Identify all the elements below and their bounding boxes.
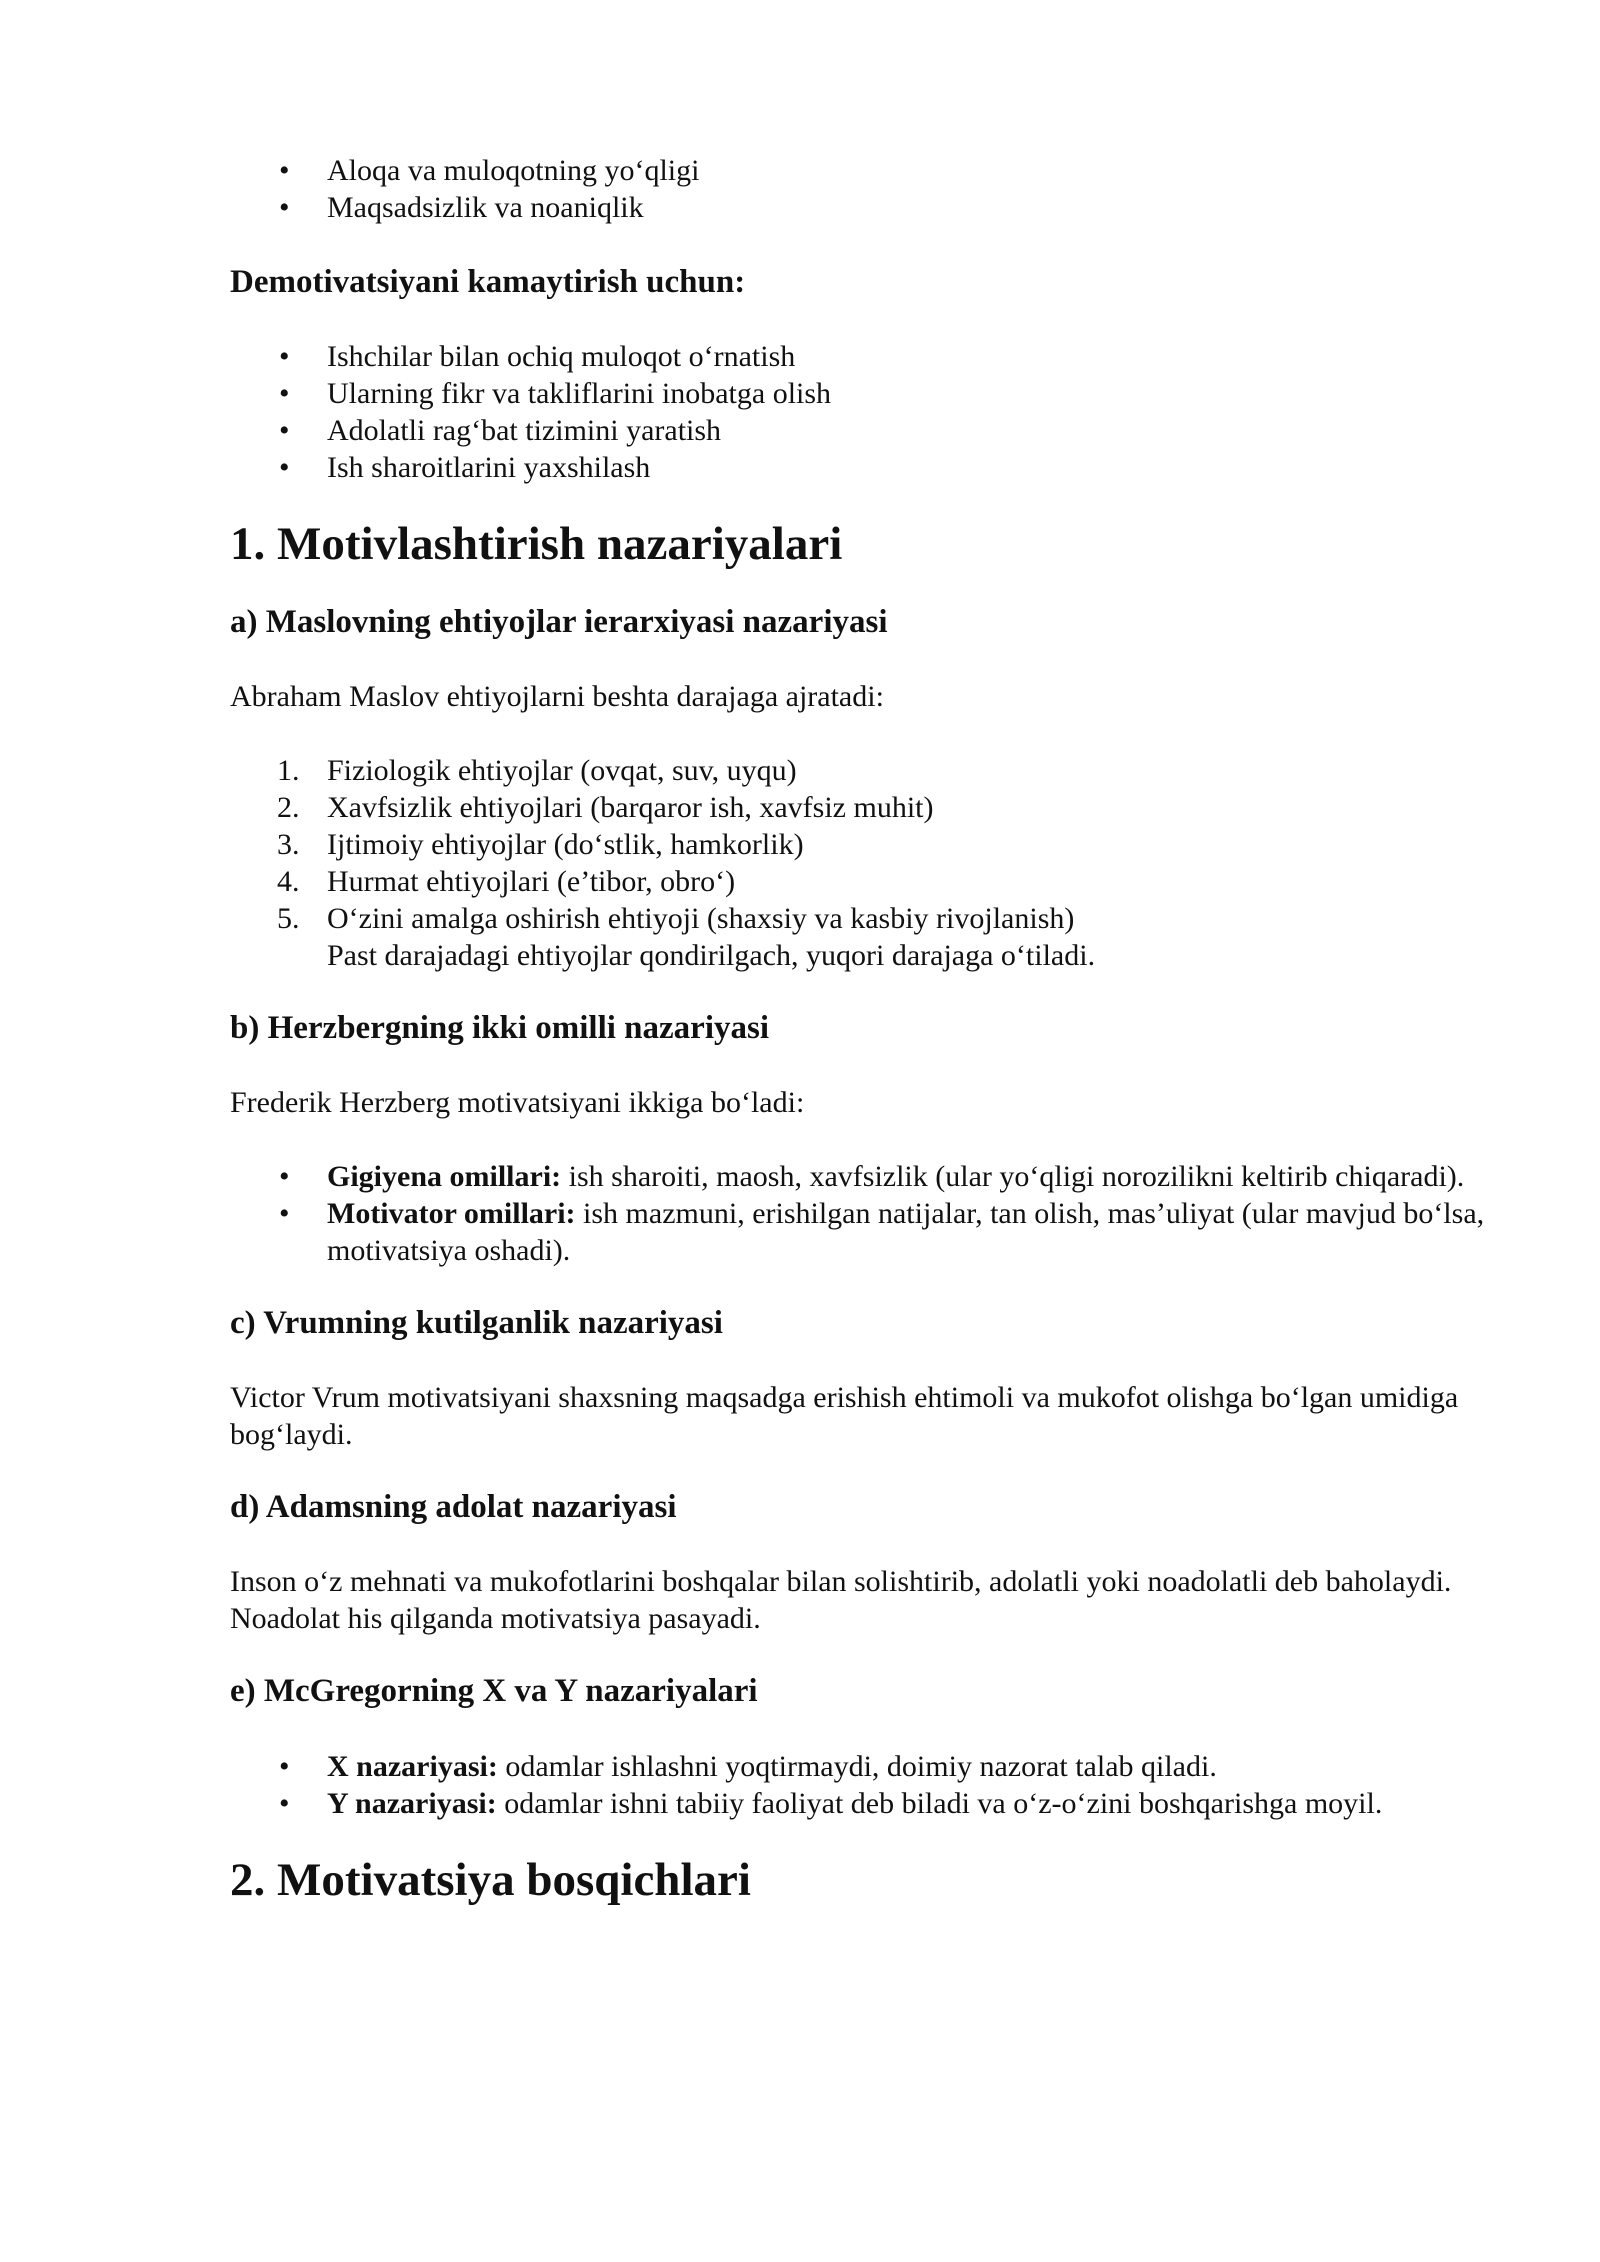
bullet-icon: • [279, 340, 290, 373]
list-item [230, 189, 1500, 226]
list-item [230, 826, 1500, 863]
document-page [230, 150, 1500, 1908]
adams-heading: d) Adamsning adolat nazariyasi [230, 1489, 677, 1525]
bullet-icon: • [279, 377, 290, 410]
vroom-text: Victor Vrum motivatsiyani shaxsning maqsadga erishish ehtimoli va mukofot olishga bo‘lgan umidiga bog‘laydi. [230, 1381, 1459, 1451]
list-item [230, 152, 1500, 189]
section-1-title: 1. Motivlashtirish nazariyalari [230, 518, 843, 570]
bullet-icon: • [279, 451, 290, 484]
bullet-icon: • [279, 1787, 290, 1820]
intro-bullet-list [230, 152, 1500, 226]
maslow-intro: Abraham Maslov ehtiyojlarni beshta darajaga ajratadi: [230, 680, 884, 713]
maslow-note: Past darajadagi ehtiyojlar qondirilgach, yuqori darajaga o‘tiladi. [327, 939, 1096, 972]
list-item [230, 412, 1500, 449]
list-item-text: Adolatli rag‘bat tizimini yaratish [327, 414, 722, 447]
list-item [230, 338, 1500, 375]
herzberg-intro: Frederik Herzberg motivatsiyani ikkiga bo‘ladi: [230, 1086, 805, 1119]
demotivation-list [230, 338, 1500, 486]
list-item-text: Fiziologik ehtiyojlar (ovqat, suv, uyqu) [327, 754, 797, 787]
list-number: 4. [277, 865, 300, 898]
vroom-heading: c) Vrumning kutilganlik nazariyasi [230, 1305, 723, 1341]
list-item [230, 1785, 1500, 1822]
list-item [230, 375, 1500, 412]
herzberg-heading: b) Herzbergning ikki omilli nazariyasi [230, 1010, 770, 1046]
list-item [230, 789, 1500, 826]
bullet-icon: • [279, 414, 290, 447]
list-item-text: O‘zini amalga oshirish ehtiyoji (shaxsiy va kasbiy rivojlanish) [327, 902, 1075, 935]
list-item-text: Ularning fikr va takliflarini inobatga olish [327, 377, 832, 410]
term-description: ish sharoiti, maosh, xavfsizlik (ular yo‘qligi norozilikni keltirib chiqaradi). [561, 1160, 1465, 1193]
list-item-text: Ishchilar bilan ochiq muloqot o‘rnatish [327, 340, 796, 373]
list-number: 1. [277, 754, 300, 787]
term-label: Motivator omillari: [327, 1197, 576, 1230]
list-item-text: Maqsadsizlik va noaniqlik [327, 191, 644, 224]
bullet-icon: • [279, 191, 290, 224]
list-item [230, 900, 1500, 974]
maslow-numbered-list [230, 752, 1500, 974]
list-number: 3. [277, 828, 300, 861]
bullet-icon: • [279, 1160, 290, 1193]
bullet-icon: • [279, 154, 290, 187]
adams-text: Inson o‘z mehnati va mukofotlarini boshqalar bilan solishtirib, adolatli yoki noadolatli deb baholaydi. Noadolat his qilganda motivatsiya pasayadi. [230, 1565, 1452, 1635]
list-item-text: Ish sharoitlarini yaxshilash [327, 451, 651, 484]
list-item-text: Hurmat ehtiyojlari (e’tibor, obro‘) [327, 865, 736, 898]
list-item [230, 1748, 1500, 1785]
term-label: Gigiyena omillari: [327, 1160, 562, 1193]
list-number: 2. [277, 791, 300, 824]
list-item-text: Xavfsizlik ehtiyojlari (barqaror ish, xavfsiz muhit) [327, 791, 934, 824]
list-item-text: Ijtimoiy ehtiyojlar (do‘stlik, hamkorlik) [327, 828, 804, 861]
maslow-heading: a) Maslovning ehtiyojlar ierarxiyasi nazariyasi [230, 604, 888, 640]
list-item [230, 863, 1500, 900]
list-item [230, 449, 1500, 486]
term-description: ish mazmuni, erishilgan natijalar, tan olish, mas’uliyat (ular mavjud bo‘lsa, motivatsiya oshadi). [327, 1197, 1485, 1267]
list-number: 5. [277, 902, 300, 935]
list-item [230, 1158, 1500, 1195]
bullet-icon: • [279, 1750, 290, 1783]
section-2-title: 2. Motivatsiya bosqichlari [230, 1854, 751, 1906]
term-description: odamlar ishni tabiiy faoliyat deb biladi va o‘z-o‘zini boshqarishga moyil. [496, 1787, 1383, 1820]
bullet-icon: • [279, 1197, 290, 1230]
term-label: X nazariyasi: [327, 1750, 498, 1783]
demotivation-heading: Demotivatsiyani kamaytirish uchun: [230, 264, 746, 300]
mcgregor-heading: e) McGregorning X va Y nazariyalari [230, 1673, 758, 1709]
list-item-text: Aloqa va muloqotning yo‘qligi [327, 154, 700, 187]
term-label: Y nazariyasi: [327, 1787, 497, 1820]
mcgregor-list [230, 1748, 1500, 1822]
term-description: odamlar ishlashni yoqtirmaydi, doimiy nazorat talab qiladi. [497, 1750, 1217, 1783]
herzberg-list [230, 1158, 1500, 1269]
list-item [230, 752, 1500, 789]
list-item [230, 1195, 1500, 1269]
